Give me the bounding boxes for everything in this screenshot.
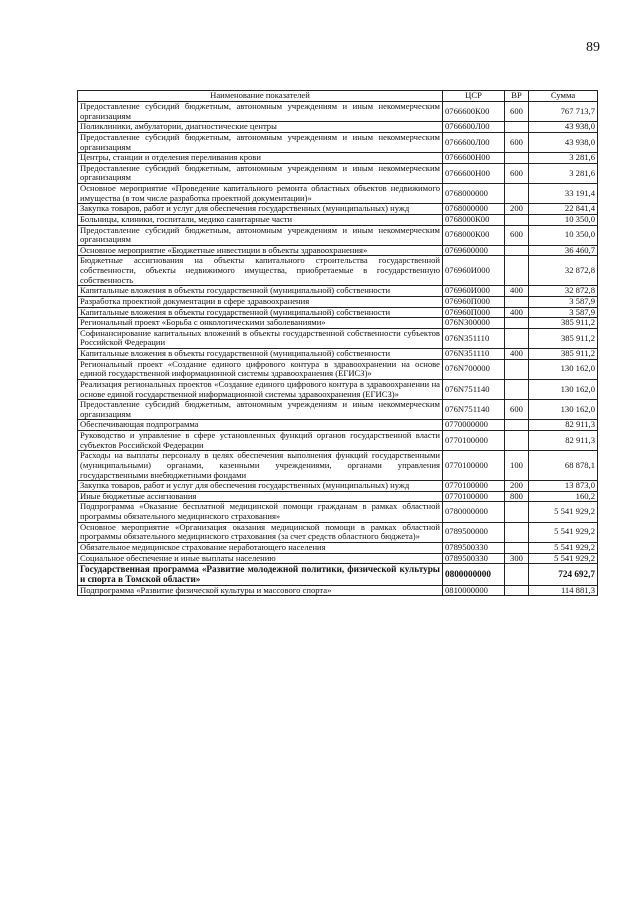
row-csr-cell: 076N700000	[443, 359, 505, 379]
row-name-cell: Региональный проект «Создание единого цифрового контура в здравоохранении на основе единой государственной информационной системы здравоохранения (ЕГИСЗ)»	[78, 359, 443, 379]
table-row	[78, 349, 598, 360]
row-vr-cell	[505, 153, 529, 164]
row-vr-cell	[505, 431, 529, 451]
header-vr: ВР	[505, 91, 529, 102]
row-name-cell: Предоставление субсидий бюджетным, автономным учреждениям и иным некоммерческим организациям	[78, 102, 443, 122]
row-sum-cell: 724 692,7	[529, 564, 598, 586]
row-csr-cell: 076960П000	[443, 307, 505, 318]
row-vr-cell	[505, 359, 529, 379]
table-row	[78, 379, 598, 399]
table-row	[78, 122, 598, 133]
row-vr-cell	[505, 214, 529, 225]
row-csr-cell: 0800000000	[443, 564, 505, 586]
row-sum-cell: 385 911,2	[529, 318, 598, 329]
row-name-cell: Основное мероприятие «Проведение капитального ремонта областных объектов недвижимого имущества (в том числе разработка проектной документации)»	[78, 184, 443, 204]
table-row	[78, 585, 598, 596]
row-vr-cell: 600	[505, 132, 529, 152]
table-row	[78, 359, 598, 379]
table-row	[78, 491, 598, 502]
row-vr-cell	[505, 122, 529, 133]
row-vr-cell	[505, 542, 529, 553]
row-sum-cell: 32 872,8	[529, 286, 598, 297]
row-vr-cell: 400	[505, 349, 529, 360]
row-csr-cell: 0768000000	[443, 184, 505, 204]
row-vr-cell: 400	[505, 286, 529, 297]
table-row	[78, 102, 598, 122]
row-name-cell: Иные бюджетные ассигнования	[78, 491, 443, 502]
header-name: Наименование показателей	[78, 91, 443, 102]
table-row	[78, 132, 598, 152]
row-name-cell: Региональный проект «Борьба с онкологическими заболеваниями»	[78, 318, 443, 329]
row-vr-cell	[505, 522, 529, 542]
row-sum-cell: 22 841,4	[529, 204, 598, 215]
row-sum-cell: 130 162,0	[529, 379, 598, 399]
table-row	[78, 163, 598, 183]
table-row	[78, 431, 598, 451]
row-name-cell: Капитальные вложения в объекты государственной (муниципальной) собственности	[78, 349, 443, 360]
row-csr-cell: 0766600Н00	[443, 153, 505, 164]
row-sum-cell: 130 162,0	[529, 359, 598, 379]
row-name-cell: Разработка проектной документации в сфере здравоохранения	[78, 296, 443, 307]
row-vr-cell	[505, 184, 529, 204]
table-header-row	[78, 91, 598, 102]
row-vr-cell: 200	[505, 204, 529, 215]
row-sum-cell: 82 911,3	[529, 431, 598, 451]
row-vr-cell: 600	[505, 400, 529, 420]
row-name-cell: Софинансирование капитальных вложений в объекты государственной собственности субъектов Российской Федерации	[78, 328, 443, 348]
row-name-cell: Реализация региональных проектов «Создание единого цифрового контура в здравоохранении на основе единой государственной информационной системы здравоохранения (ЕГИСЗ)»	[78, 379, 443, 399]
row-vr-cell	[505, 256, 529, 286]
row-vr-cell: 300	[505, 553, 529, 564]
row-name-cell: Предоставление субсидий бюджетным, автономным учреждениям и иным некоммерческим организациям	[78, 132, 443, 152]
row-csr-cell: 0768000К00	[443, 214, 505, 225]
row-vr-cell: 600	[505, 225, 529, 245]
row-csr-cell: 0810000000	[443, 585, 505, 596]
row-name-cell: Предоставление субсидий бюджетным, автономным учреждениям и иным некоммерческим организациям	[78, 163, 443, 183]
row-vr-cell	[505, 420, 529, 431]
table-row	[78, 502, 598, 522]
table-row	[78, 153, 598, 164]
row-csr-cell: 0789500330	[443, 553, 505, 564]
table-row	[78, 245, 598, 256]
table-row	[78, 522, 598, 542]
row-csr-cell: 0770100000	[443, 431, 505, 451]
row-csr-cell: 0769600000	[443, 245, 505, 256]
row-sum-cell: 82 911,3	[529, 420, 598, 431]
row-sum-cell: 43 938,0	[529, 122, 598, 133]
row-csr-cell: 0768000000	[443, 204, 505, 215]
row-vr-cell: 600	[505, 163, 529, 183]
table-row	[78, 214, 598, 225]
row-vr-cell	[505, 296, 529, 307]
row-name-cell: Предоставление субсидий бюджетным, автономным учреждениям и иным некоммерческим организациям	[78, 225, 443, 245]
row-vr-cell	[505, 245, 529, 256]
table-row	[78, 307, 598, 318]
row-vr-cell	[505, 318, 529, 329]
row-vr-cell	[505, 564, 529, 586]
row-name-cell: Центры, станции и отделения переливания крови	[78, 153, 443, 164]
row-vr-cell	[505, 585, 529, 596]
row-csr-cell: 0770000000	[443, 420, 505, 431]
row-name-cell: Капитальные вложения в объекты государственной (муниципальной) собственности	[78, 286, 443, 297]
row-name-cell: Поликлиники, амбулатории, диагностические центры	[78, 122, 443, 133]
header-sum: Сумма	[529, 91, 598, 102]
table-row	[78, 225, 598, 245]
row-csr-cell: 0766600Л00	[443, 132, 505, 152]
row-csr-cell: 0780000000	[443, 502, 505, 522]
row-sum-cell: 3 281,6	[529, 153, 598, 164]
row-vr-cell: 800	[505, 491, 529, 502]
row-csr-cell: 0770100000	[443, 481, 505, 492]
row-sum-cell: 385 911,2	[529, 349, 598, 360]
row-csr-cell: 0789500000	[443, 522, 505, 542]
row-vr-cell: 200	[505, 481, 529, 492]
row-sum-cell: 767 713,7	[529, 102, 598, 122]
row-sum-cell: 13 873,0	[529, 481, 598, 492]
row-name-cell: Обязательное медицинское страхование неработающего населения	[78, 542, 443, 553]
row-name-cell: Закупка товаров, работ и услуг для обеспечения государственных (муниципальных) нужд	[78, 481, 443, 492]
row-sum-cell: 68 878,1	[529, 451, 598, 481]
row-sum-cell: 130 162,0	[529, 400, 598, 420]
row-name-cell: Обеспечивающая подпрограмма	[78, 420, 443, 431]
row-csr-cell: 076N351110	[443, 328, 505, 348]
table-row	[78, 542, 598, 553]
row-sum-cell: 33 191,4	[529, 184, 598, 204]
row-csr-cell: 076N300000	[443, 318, 505, 329]
table-row	[78, 204, 598, 215]
table-row	[78, 184, 598, 204]
row-name-cell: Подпрограмма «Развитие физической культуры и массового спорта»	[78, 585, 443, 596]
row-name-cell: Основное мероприятие «Бюджетные инвестиции в объекты здравоохранения»	[78, 245, 443, 256]
row-name-cell: Подпрограмма «Оказание бесплатной медицинской помощи гражданам в рамках областной программы обязательного медицинского страхования»	[78, 502, 443, 522]
row-vr-cell	[505, 379, 529, 399]
row-csr-cell: 0789500330	[443, 542, 505, 553]
row-name-cell: Предоставление субсидий бюджетным, автономным учреждениям и иным некоммерческим организациям	[78, 400, 443, 420]
row-csr-cell: 0766600К00	[443, 102, 505, 122]
row-sum-cell: 3 587,9	[529, 307, 598, 318]
row-sum-cell: 32 872,8	[529, 256, 598, 286]
table-row	[78, 318, 598, 329]
row-sum-cell: 36 460,7	[529, 245, 598, 256]
row-sum-cell: 43 938,0	[529, 132, 598, 152]
row-name-cell: Больницы, клиники, госпитали, медико санитарные части	[78, 214, 443, 225]
row-sum-cell: 5 541 929,2	[529, 542, 598, 553]
row-name-cell: Расходы на выплаты персоналу в целях обеспечения выполнения функций государственными (муниципальными) органами, казенными учреждениями, органами управления государственными внебюджетными фондами	[78, 451, 443, 481]
row-name-cell: Социальное обеспечение и иные выплаты населению	[78, 553, 443, 564]
table-row	[78, 564, 598, 586]
budget-table	[77, 90, 598, 596]
table-row	[78, 481, 598, 492]
row-name-cell: Закупка товаров, работ и услуг для обеспечения государственных (муниципальных) нужд	[78, 204, 443, 215]
row-csr-cell: 0766600Л00	[443, 122, 505, 133]
table-row	[78, 286, 598, 297]
row-csr-cell: 076N751140	[443, 379, 505, 399]
row-sum-cell: 10 350,0	[529, 225, 598, 245]
row-csr-cell: 0770100000	[443, 491, 505, 502]
row-sum-cell: 5 541 929,2	[529, 502, 598, 522]
row-csr-cell: 0768000К00	[443, 225, 505, 245]
table-row	[78, 400, 598, 420]
table-row	[78, 328, 598, 348]
row-csr-cell: 0766600Н00	[443, 163, 505, 183]
row-vr-cell: 600	[505, 102, 529, 122]
row-sum-cell: 5 541 929,2	[529, 522, 598, 542]
row-sum-cell: 5 541 929,2	[529, 553, 598, 564]
row-name-cell: Основное мероприятие «Организация оказания медицинской помощи в рамках областной программы обязательного медицинского страхования (за счет средств областного бюджета)»	[78, 522, 443, 542]
row-csr-cell: 076N351110	[443, 349, 505, 360]
row-csr-cell: 076960П000	[443, 296, 505, 307]
page-number: 89	[586, 40, 600, 55]
row-sum-cell: 160,2	[529, 491, 598, 502]
row-sum-cell: 3 281,6	[529, 163, 598, 183]
row-vr-cell: 100	[505, 451, 529, 481]
row-vr-cell: 400	[505, 307, 529, 318]
row-sum-cell: 3 587,9	[529, 296, 598, 307]
table-row	[78, 420, 598, 431]
table-row	[78, 296, 598, 307]
row-name-cell: Бюджетные ассигнования на объекты капитального строительства государственной собственности, объекты недвижимого имущества, приобретаемые в государственную собственность	[78, 256, 443, 286]
row-name-cell: Капитальные вложения в объекты государственной (муниципальной) собственности	[78, 307, 443, 318]
row-sum-cell: 385 911,2	[529, 328, 598, 348]
table-row	[78, 553, 598, 564]
row-vr-cell	[505, 328, 529, 348]
table-row	[78, 256, 598, 286]
row-vr-cell	[505, 502, 529, 522]
row-csr-cell: 076960И000	[443, 256, 505, 286]
row-sum-cell: 10 350,0	[529, 214, 598, 225]
row-csr-cell: 076N751140	[443, 400, 505, 420]
row-name-cell: Государственная программа «Развитие молодежной политики, физической культуры и спорта в Томской области»	[78, 564, 443, 586]
row-csr-cell: 0770100000	[443, 451, 505, 481]
row-sum-cell: 114 881,3	[529, 585, 598, 596]
header-csr: ЦСР	[443, 91, 505, 102]
row-csr-cell: 076960И000	[443, 286, 505, 297]
row-name-cell: Руководство и управление в сфере установленных функций органов государственной власти субъектов Российской Федерации	[78, 431, 443, 451]
table-row	[78, 451, 598, 481]
